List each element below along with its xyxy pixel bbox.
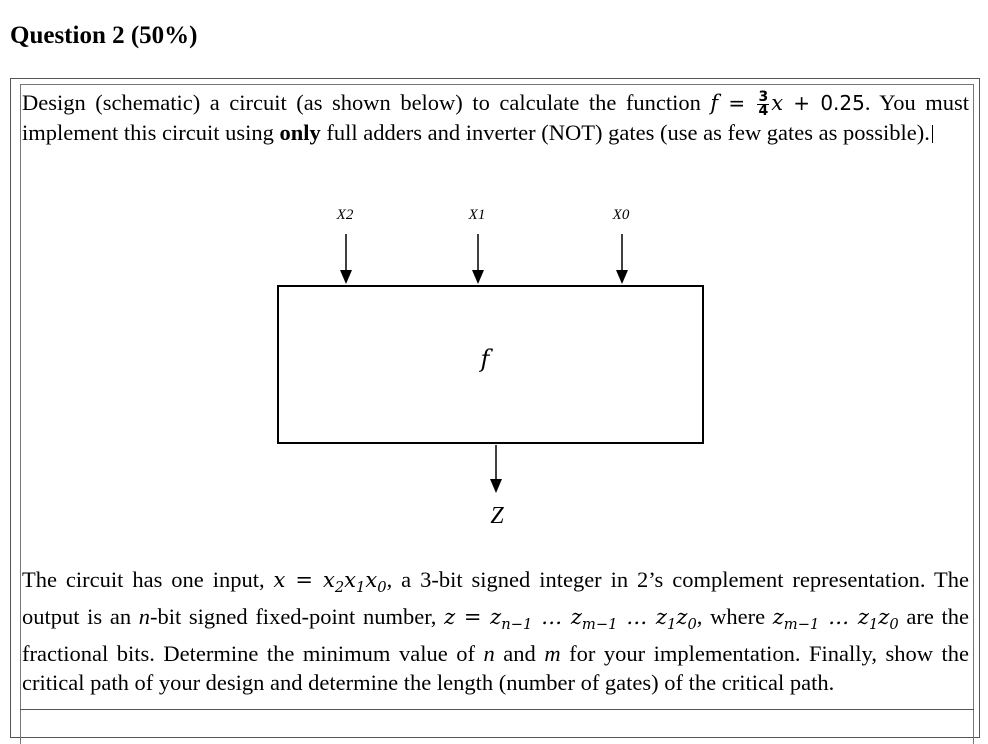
x-definition bbox=[273, 568, 387, 597]
var-n: n bbox=[138, 604, 150, 630]
details-paragraph bbox=[22, 565, 969, 697]
f-dots: … bbox=[819, 605, 858, 630]
z-definition bbox=[444, 605, 697, 634]
details-text-7: for your implementation. Finally, show the critical path of your design and determine the length (number of gates) of the critical path. bbox=[22, 641, 970, 696]
text-cursor bbox=[932, 125, 934, 143]
question-heading bbox=[10, 18, 198, 54]
fraction-denominator: 4 bbox=[758, 103, 769, 120]
box-divider bbox=[20, 709, 974, 710]
intro-text-1: Design (schematic) a circuit (as shown below) to calculate the function bbox=[22, 90, 711, 115]
function-block-label: f bbox=[480, 345, 490, 373]
fraction-bits bbox=[772, 605, 899, 634]
intro-text-2: . You must implement this circuit using bbox=[22, 90, 969, 146]
x-sub-0: 0 bbox=[377, 579, 387, 597]
intro-text-3: full adders and inverter (NOT) gates (use as few gates as possible). bbox=[320, 120, 930, 146]
fraction-numerator: 3 bbox=[758, 89, 769, 106]
fraction-three-quarters bbox=[757, 91, 769, 118]
f-zm: z bbox=[772, 605, 784, 630]
emphasis-only: only bbox=[279, 120, 321, 146]
question-weight: (50%) bbox=[130, 22, 198, 49]
z-1: z bbox=[655, 605, 667, 630]
details-text-6: and bbox=[494, 641, 545, 667]
f-sub-1: 1 bbox=[868, 616, 879, 634]
var-m: m bbox=[544, 641, 561, 667]
func-equals: = bbox=[718, 91, 756, 115]
z-sub-1: 1 bbox=[667, 616, 677, 634]
intro-paragraph bbox=[22, 88, 969, 147]
f-sub-m: m−1 bbox=[783, 616, 820, 634]
z-mid: z bbox=[570, 605, 582, 630]
x-eq: x = x bbox=[273, 568, 335, 592]
func-f: f bbox=[710, 91, 719, 115]
question-title: Question 2 bbox=[10, 22, 125, 49]
z-sub-m: m−1 bbox=[581, 616, 618, 634]
details-text-4: , where bbox=[696, 604, 773, 630]
details-text-5: are the fractional bits. Determine the minimum value of bbox=[22, 604, 969, 667]
x-sub-2: 2 bbox=[334, 579, 345, 597]
func-x: x bbox=[771, 91, 784, 115]
f-sub-0: 0 bbox=[889, 616, 899, 634]
z-sub-0: 0 bbox=[687, 616, 697, 634]
x-sub-1: 1 bbox=[356, 579, 366, 597]
z-eq: z = z bbox=[444, 605, 502, 630]
details-text-3: -bit signed fixed-point number, bbox=[150, 604, 445, 630]
x-mid-1: x bbox=[344, 568, 357, 592]
input-label-x0: X0 bbox=[612, 207, 630, 223]
details-text-1: The circuit has one input, bbox=[22, 567, 274, 592]
f-z1: z bbox=[857, 605, 869, 630]
z-dots-2: … bbox=[617, 605, 656, 630]
func-constant: + 0.25 bbox=[783, 91, 865, 115]
z-0: z bbox=[676, 605, 688, 630]
output-label-z: Z bbox=[490, 503, 504, 529]
x-mid-0: x bbox=[365, 568, 378, 592]
details-text-2: , a 3-bit signed integer in 2’s complement representation. The output is an bbox=[22, 567, 970, 630]
input-label-x2: X2 bbox=[336, 207, 354, 223]
input-label-x1: X1 bbox=[468, 207, 486, 223]
f-z0: z bbox=[878, 605, 890, 630]
z-sub-n: n−1 bbox=[501, 616, 533, 634]
z-dots-1: … bbox=[532, 605, 571, 630]
var-n-2: n bbox=[483, 641, 495, 667]
